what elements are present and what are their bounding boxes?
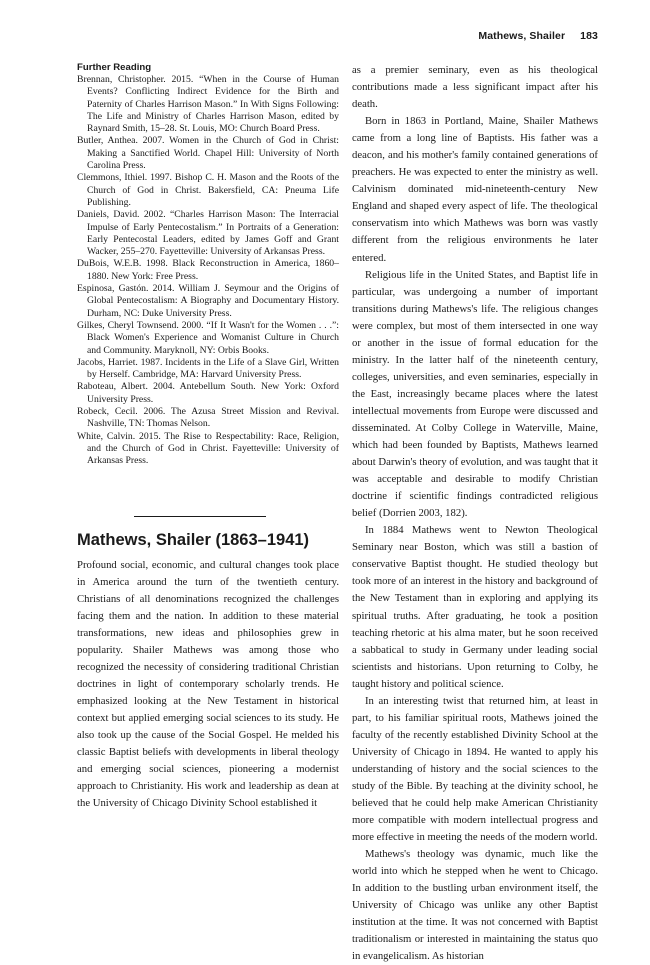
body-paragraph: In an interesting twist that returned him, at least in part, to his familiar spiritual roots, Mathews joined the faculty of the recently established Divinity School at the University of Chicago in 1894. He wanted to apply his understanding of history and the social sciences to the study of the Bible. By teaching at the divinity school, he believed that he could help make American Christianity more compatible with modern intellectual progress and more effective in meeting the needs of the modern world.: [352, 694, 598, 844]
right-column: [352, 62, 598, 965]
section-divider: [134, 516, 266, 517]
reference-item: Daniels, David. 2002. “Charles Harrison Mason: The Interracial Impulse of Early Pentecostalism.” In Portraits of a Generation: Early Pentecostal Leaders, edited by James Goff and Grant Wacker, 255–270. Fayetteville: University of Arkansas Press.: [77, 209, 339, 258]
body-paragraph: Born in 1863 in Portland, Maine, Shailer Mathews came from a long line of Baptists. His father was a deacon, and his mother's family contained generations of preachers. He was expected to enter the ministry as well. Calvinism dominated mid-nineteenth-century New England and shaped every aspect of life. The theological conservatism into which Mathews was born was vastly different from the religious environments he later entered.: [352, 115, 598, 264]
body-paragraph: Mathews's theology was dynamic, much like the world into which he stepped when he went to Chicago. In addition to the bustling urban environment itself, the University of Chicago was unlike any other Baptist institution at the time. It was not concerned with Baptist traditionalism or interested in maintaining the status quo in evangelicalism. As historian: [352, 848, 598, 963]
further-reading-heading: Further Reading: [77, 62, 152, 73]
reference-item: Gilkes, Cheryl Townsend. 2000. “If It Wasn't for the Women . . .”: Black Women's Experience and Womanist Culture in Church and Community. Maryknoll, NY: Orbis Books.: [77, 319, 339, 356]
page-number: 183: [580, 30, 598, 42]
reference-item: DuBois, W.E.B. 1998. Black Reconstruction in America, 1860–1880. New York: Free Press.: [77, 258, 339, 282]
reference-item: Raboteau, Albert. 2004. Antebellum South. New York: Oxford University Press.: [77, 381, 339, 405]
entry-intro-paragraph: Profound social, economic, and cultural changes took place in America around the turn of the twentieth century. Christians of all denominations recognized the challenges facing them and the nation. In addition to these material transformations, new ideas and philosophies grew in popularity. Shailer Mathews was among those who recognized the necessity of considering traditional Christian doctrines in light of contemporary scholarly trends. He emphasized looking at the New Testament in historical context but applied emerging social sciences to its study. He also took up the cause of the Social Gospel. He melded his classic Baptist beliefs with developments in liberal theology and emerging social sciences, pioneering a modernist approach to Christianity. His work and leadership as dean at the University of Chicago Divinity School established it: [77, 558, 339, 810]
reference-item: Robeck, Cecil. 2006. The Azusa Street Mission and Revival. Nashville, TN: Thomas Nelson.: [77, 406, 339, 430]
reference-list: [77, 74, 339, 468]
continued-paragraph: as a premier seminary, even as his theological contributions made a less significant impact after his death.: [352, 64, 598, 111]
reference-item: Clemmons, Ithiel. 1997. Bishop C. H. Mason and the Roots of the Church of God in Christ. Bakersfield, CA: Pneuma Life Publishing.: [77, 172, 339, 208]
left-column: [77, 62, 339, 812]
body-paragraph: In 1884 Mathews went to Newton Theological Seminary near Boston, which was still a bastion of conservative Baptist thought. He studied theology but took more of an interest in the history and background of the New Testament than in exploring and applying its spiritual truths. After graduating, he took a position teaching rhetoric at his alma mater, but he soon received a sabbatical to study in Germany under leading social scientists and historians. Upon returning to Colby, he taught history and political science.: [352, 524, 598, 690]
reference-item: Espinosa, Gastón. 2014. William J. Seymour and the Origins of Global Pentecostalism: A Biography and Documentary History. Durham, NC: Duke University Press.: [77, 283, 339, 319]
running-title: Mathews, Shailer: [478, 30, 566, 42]
reference-item: Jacobs, Harriet. 1987. Incidents in the Life of a Slave Girl, Written by Herself. Cambridge, MA: Harvard University Press.: [77, 356, 339, 381]
running-head: [478, 30, 598, 42]
reference-item: White, Calvin. 2015. The Rise to Respectability: Race, Religion, and the Church of God in Christ. Fayetteville: University of Arkansas Press.: [77, 430, 339, 467]
reference-item: Butler, Anthea. 2007. Women in the Church of God in Christ: Making a Sanctified World. Chapel Hill: University of North Carolina Press.: [77, 135, 339, 172]
body-paragraph: Religious life in the United States, and Baptist life in particular, was undergoing a number of important transitions during Mathews's life. The religious changes were complex, but most of them intersected in one way or another in the issue of formal education for the ministry. In the latter half of the nineteenth century, colleges, universities, and even seminaries, especially in the East, increasingly became places where the latest intellectual movements from Europe were discussed and disseminated. At Colby College in Waterville, Maine, which had been founded by Baptists, Mathews learned about Darwin's theory of evolution, and was taught that it was acceptable and desirable to modify Christian doctrine if scientific findings contradicted religious belief (Dorrien 2003, 182).: [352, 268, 598, 520]
entry-title: Mathews, Shailer (1863–1941): [77, 530, 310, 549]
reference-item: Brennan, Christopher. 2015. “When in the Course of Human Events? Conflicting Indirect Evidence for the Birth and Paternity of Charles Harrison Mason.” In With Signs Following: The Life and Ministry of Charles Harrison Mason, edited by Raynard Smith, 15–28. St. Louis, MO: Church Board Press.: [77, 74, 339, 135]
